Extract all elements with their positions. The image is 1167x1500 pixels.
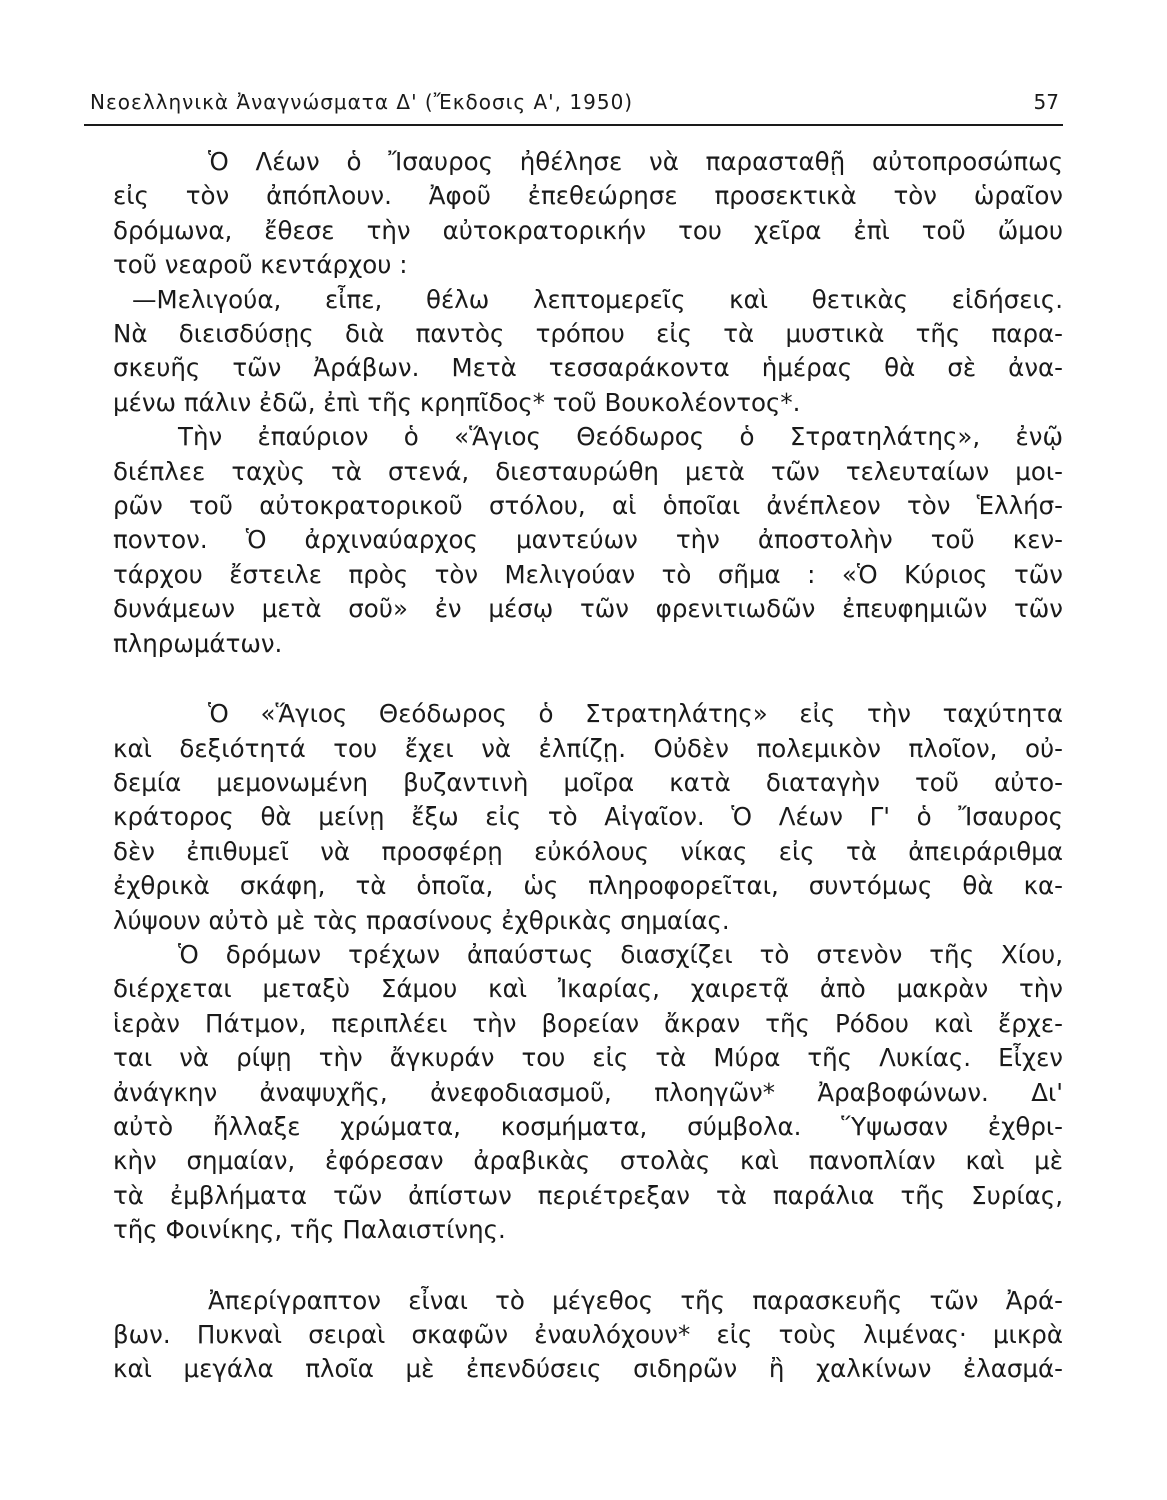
text-line: ἐχθρικὰ σκάφη, τὰ ὁποῖα, ὡς πληροφορεῖται, συντόμως θὰ κα- <box>113 871 1063 901</box>
text-line: αὐτὸ ἤλλαξε χρώματα, κοσμήματα, σύμβολα. Ὕψωσαν ἐχθρι- <box>113 1111 1063 1141</box>
text-line: Ὁ δρόμων τρέχων ἀπαύστως διασχίζει τὸ στενὸν τῆς Χίου, <box>178 939 1063 969</box>
text-line: Ὁ «Ἅγιος Θεόδωρος ὁ Στρατηλάτης» εἰς τὴν ταχύτητα <box>208 699 1063 729</box>
text-line: δυνάμεων μετὰ σοῦ» ἐν μέσῳ τῶν φρενιτιωδῶν ἐπευφημιῶν τῶν <box>113 594 1063 624</box>
text-line: Ἀπερίγραπτον εἶναι τὸ μέγεθος τῆς παρασκευῆς τῶν Ἀρά- <box>208 1285 1063 1315</box>
text-line: λύψουν αὐτὸ μὲ τὰς πρασίνους ἐχθρικὰς σημαίας. <box>113 905 730 935</box>
text-line: τῆς Φοινίκης, τῆς Παλαιστίνης. <box>113 1215 506 1245</box>
text-line: —Μελιγούα, εἶπε, θέλω λεπτομερεῖς καὶ θετικὰς εἰδήσεις. <box>132 284 1063 314</box>
paragraph <box>113 938 1063 1248</box>
text-line: ποντον. Ὁ ἀρχιναύαρχος μαντεύων τὴν ἀποστολὴν τοῦ κεν- <box>113 525 1063 555</box>
text-line: ρῶν τοῦ αὐτοκρατορικοῦ στόλου, αἱ ὁποῖαι ἀνέπλεον τὸν Ἑλλήσ- <box>113 491 1063 521</box>
header-title: Νεοελληνικὰ Ἀναγνώσματα Δ' (Ἔκδοσις Α', 1950) <box>90 90 634 114</box>
text-line: μένω πάλιν ἐδῶ, ἐπὶ τῆς κρηπῖδος* τοῦ Βουκολέοντος*. <box>113 387 801 417</box>
text-line: ται νὰ ρίψῃ τὴν ἄγκυράν του εἰς τὰ Μύρα τῆς Λυκίας. Εἶχεν <box>113 1043 1063 1073</box>
text-line: διέρχεται μεταξὺ Σάμου καὶ Ἰκαρίας, χαιρετᾷ ἀπὸ μακρὰν τὴν <box>113 974 1063 1004</box>
text-line: κὴν σημαίαν, ἐφόρεσαν ἀραβικὰς στολὰς καὶ πανοπλίαν καὶ μὲ <box>113 1146 1063 1176</box>
text-line: δεμία μεμονωμένη βυζαντινὴ μοῖρα κατὰ διαταγὴν τοῦ αὐτο- <box>113 767 1063 797</box>
text-line: πληρωμάτων. <box>113 628 283 658</box>
paragraph <box>113 697 1063 938</box>
text-line: σκευῆς τῶν Ἀράβων. Μετὰ τεσσαράκοντα ἡμέρας θὰ σὲ ἀνα- <box>113 353 1063 383</box>
text-line: τοῦ νεαροῦ κεντάρχου : <box>113 250 408 280</box>
text-line: κράτορος θὰ μείνῃ ἔξω εἰς τὸ Αἰγαῖον. Ὁ Λέων Γ' ὁ Ἴσαυρος <box>113 802 1063 832</box>
text-line: καὶ μεγάλα πλοῖα μὲ ἐπενδύσεις σιδηρῶν ἢ χαλκίνων ἐλασμά- <box>113 1354 1063 1384</box>
page-number: 57 <box>1033 90 1059 114</box>
text-line: Ὁ Λέων ὁ Ἴσαυρος ἠθέλησε νὰ παρασταθῇ αὐτοπροσώπως <box>208 147 1063 176</box>
text-line: Νὰ διεισδύσῃς διὰ παντὸς τρόπου εἰς τὰ μυστικὰ τῆς παρα- <box>113 319 1063 349</box>
text-line: Τὴν ἐπαύριον ὁ «Ἅγιος Θεόδωρος ὁ Στρατηλάτης», ἐνῷ <box>178 422 1063 452</box>
text-line: βων. Πυκναὶ σειραὶ σκαφῶν ἐναυλόχουν* εἰς τοὺς λιμένας· μικρὰ <box>113 1320 1063 1349</box>
text-line: τὰ ἐμβλήματα τῶν ἀπίστων περιέτρεξαν τὰ παράλια τῆς Συρίας, <box>113 1180 1063 1210</box>
text-line: δρόμωνα, ἔθεσε τὴν αὐτοκρατορικήν του χεῖρα ἐπὶ τοῦ ὤμου <box>113 215 1063 245</box>
paragraph <box>113 145 1063 283</box>
paragraph <box>113 1284 1063 1387</box>
text-line: τάρχου ἔστειλε πρὸς τὸν Μελιγούαν τὸ σῆμα : «Ὁ Κύριος τῶν <box>113 559 1063 589</box>
text-line: ἀνάγκην ἀναψυχῆς, ἀνεφοδιασμοῦ, πλοηγῶν* Ἀραβοφώνων. Δι' <box>113 1077 1063 1107</box>
text-line: διέπλεε ταχὺς τὰ στενά, διεσταυρώθη μετὰ τῶν τελευταίων μοι- <box>113 456 1063 486</box>
paragraph <box>113 283 1063 421</box>
text-line: καὶ δεξιότητά του ἔχει νὰ ἐλπίζῃ. Οὐδὲν πολεμικὸν πλοῖον, οὐ- <box>113 733 1063 763</box>
text-line: δὲν ἐπιθυμεῖ νὰ προσφέρῃ εὐκόλους νίκας εἰς τὰ ἀπειράριθμα <box>113 836 1063 866</box>
running-header <box>84 84 1063 126</box>
text-line: ἱερὰν Πάτμον, περιπλέει τὴν βορείαν ἄκραν τῆς Ρόδου καὶ ἔρχε- <box>113 1008 1063 1038</box>
paragraph <box>113 420 1063 661</box>
body-text <box>113 145 1063 1387</box>
text-line: εἰς τὸν ἀπόπλουν. Ἀφοῦ ἐπεθεώρησε προσεκτικὰ τὸν ὡραῖον <box>113 181 1063 211</box>
